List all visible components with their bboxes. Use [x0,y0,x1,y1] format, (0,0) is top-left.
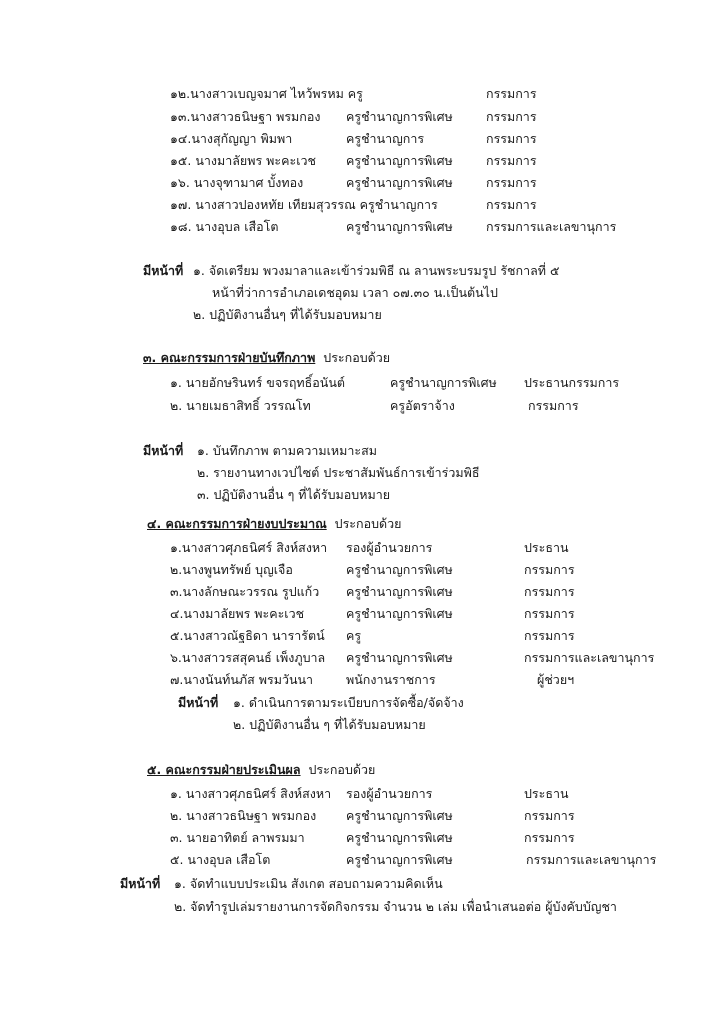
member-name: ๓. นายอาทิตย์ ลาพรมมา [170,830,305,845]
member-position: ครูอัตราจ้าง [390,398,455,413]
duty-item: ๑. จัดทำแบบประเมิน สังเกต สอบถามความคิดเห็น [174,876,443,891]
member-role: กรรมการ [524,830,575,845]
member-name: ๑๖. นางจุฑามาศ บั้งทอง [170,175,304,190]
section-heading [147,516,402,532]
member-name: ๒. นางสาวธนิษฐา พรมกอง [170,808,317,823]
member-role: กรรมการ [486,175,537,190]
member-role: กรรมการ [486,153,537,168]
member-role: กรรมการ [524,584,575,599]
member-name: ๕.นางสาวณัฐธิดา นารารัตน์ [170,628,325,643]
member-position: รองผู้อำนวยการ [346,786,433,801]
member-position: ครู [346,628,362,643]
member-role: กรรมการ [528,398,579,413]
member-position: ครูชำนาญการพิเศษ [346,606,453,621]
member-role: กรรมการ [486,86,537,101]
duty-item: ๑. จัดเตรียม พวงมาลาและเข้าร่วมพิธี ณ ลานพระบรมรูป รัชกาลที่ ๕ [193,263,560,278]
member-position: รองผู้อำนวยการ [346,540,433,555]
member-role: กรรมการ [524,606,575,621]
member-name: ๑๘. นางอุบล เสือโต [170,219,279,234]
duty-item: ๒. จัดทำรูปเล่มรายงานการจัดกิจกรรม จำนวน ๒ เล่ม เพื่อนำเสนอต่อ ผู้บังคับบัญชา [174,899,617,914]
section-suffix: ประกอบด้วย [334,516,402,531]
duties-label: มีหน้าที่ [143,443,184,458]
duty-item: ๑. ดำเนินการตามระเบียบการจัดซื้อ/จัดจ้าง [233,695,464,710]
duties-label: มีหน้าที่ [143,263,184,278]
member-role: กรรมการ [524,562,575,577]
member-role: กรรมการ [486,131,537,146]
member-name: ๗.นางนันท์นภัส พรมวันนา [170,672,314,687]
member-position: ครูชำนาญการพิเศษ [346,650,453,665]
member-name: ๑๕. นางมาลัยพร พะคะเวช [170,153,316,168]
member-position: ครูชำนาญการพิเศษ [346,852,453,867]
section-heading [147,762,375,778]
member-position: พนักงานราชการ [346,672,436,687]
member-role: ประธาน [524,786,569,801]
section-title: ๓. คณะกรรมการฝ่ายบันทึกภาพ [143,350,316,365]
member-name: ๑๔.นางสุกัญญา พิมพา [170,131,293,146]
section-title: ๕. คณะกรรมฝ่ายประเมินผล [147,762,301,777]
member-role: กรรมการ [486,109,537,124]
member-position: ครูชำนาญการพิเศษ [346,175,453,190]
member-name: ๑๒.นางสาวเบญจมาศ ไหว้พรหม ครู [170,86,363,101]
member-role: กรรมการและเลขานุการ [486,219,617,234]
member-name: ๑๗. นางสาวปองหทัย เทียมสุวรรณ ครูชำนาญการ [170,197,438,212]
duty-item: ๒. รายงานทางเวปไซต์ ประชาสัมพันธ์การเข้าร่วมพิธี [197,465,480,480]
member-position: ครูชำนาญการพิเศษ [346,153,453,168]
member-name: ๑.นางสาวศุภธนิศร์ สิงห์สงหา [170,540,328,555]
member-name: ๑๓.นางสาวธนิษฐา พรมกอง [170,109,321,124]
member-position: ครูชำนาญการ [346,131,425,146]
member-role: ประธานกรรมการ [524,375,620,390]
member-position: ครูชำนาญการพิเศษ [346,808,453,823]
member-name: ๒.นางพูนทรัพย์ บุญเจือ [170,562,293,577]
member-role: ประธาน [524,540,569,555]
duty-item: ๓. ปฏิบัติงานอื่น ๆ ที่ได้รับมอบหมาย [197,487,391,502]
section-suffix: ประกอบด้วย [308,762,376,777]
duty-item: ๒. ปฏิบัติงานอื่นๆ ที่ได้รับมอบหมาย [193,307,382,322]
member-role: กรรมการ [486,197,537,212]
section-title: ๔. คณะกรรมการฝ่ายงบประมาณ [147,516,327,531]
member-position: ครูชำนาญการพิเศษ [346,219,453,234]
section-suffix: ประกอบด้วย [323,350,391,365]
duty-item: ๒. ปฏิบัติงานอื่น ๆ ที่ได้รับมอบหมาย [233,717,426,732]
member-name: ๕. นางอุบล เสือโต [170,852,271,867]
member-role: ผู้ช่วยฯ [537,672,575,687]
duty-item-continued: หน้าที่ว่าการอำเภอเดชอุดม เวลา ๐๗.๓๐ น.เป็นต้นไป [212,285,498,300]
duties-label: มีหน้าที่ [178,695,219,710]
member-role: กรรมการ [524,808,575,823]
member-role: กรรมการและเลขานุการ [524,650,655,665]
member-position: ครูชำนาญการพิเศษ [390,375,497,390]
member-position: ครูชำนาญการพิเศษ [346,109,453,124]
member-name: ๑. นายอักษรินทร์ ขจรฤทธิ์อนันต์ [170,375,346,390]
member-role: กรรมการ [524,628,575,643]
member-position: ครูชำนาญการพิเศษ [346,562,453,577]
member-role: กรรมการและเลขานุการ [526,852,657,867]
member-name: ๔.นางมาลัยพร พะคะเวช [170,606,305,621]
member-name: ๒. นายเมธาสิทธิ์ วรรณโท [170,398,311,413]
member-name: ๖.นางสาวรสสุคนธ์ เพ็งภูบาล [170,650,326,665]
member-name: ๓.นางลักษณะวรรณ รูปแก้ว [170,584,320,599]
duties-label: มีหน้าที่ [120,876,161,891]
section-heading [143,350,390,366]
member-position: ครูชำนาญการพิเศษ [346,584,453,599]
member-name: ๑. นางสาวศุภธนิศร์ สิงห์สงหา [170,786,332,801]
duty-item: ๑. บันทึกภาพ ตามความเหมาะสม [197,443,378,458]
member-position: ครูชำนาญการพิเศษ [346,830,453,845]
